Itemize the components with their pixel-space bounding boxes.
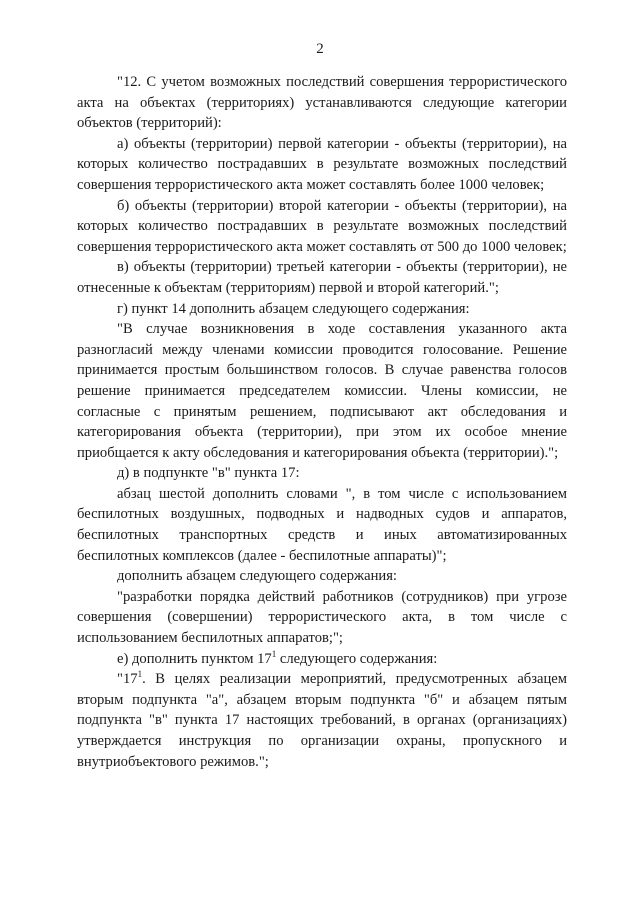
paragraph-12-intro: "12. С учетом возможных последствий совершения террористического акта на объектах (территориях) устанавливаются следующие категории объектов (территорий):	[77, 74, 567, 132]
paragraph-category-a: а) объекты (территории) первой категории - объекты (территории), на которых количество пострадавших в результате возможных последствий совершения террористического акта может составлять более 1000 человек;	[77, 135, 567, 193]
paragraph-add-abzac: дополнить абзацем следующего содержания:	[117, 568, 397, 585]
page-number: 2	[316, 41, 324, 57]
paragraph-e-text-before: е) дополнить пунктом 17	[117, 650, 272, 667]
paragraph-17-1-superscript: 1	[137, 669, 143, 680]
paragraph-e-superscript: 1	[271, 648, 277, 659]
paragraph-procedure: "разработки порядка действий работников (сотрудников) при угрозе совершения (совершении) террористического акта, в том числе с использованием беспилотных аппаратов;";	[77, 588, 567, 647]
paragraph-17-1-text-before: "17	[117, 671, 138, 688]
paragraph-e	[77, 649, 567, 670]
paragraph-category-c: в) объекты (территории) третьей категории - объекты (территории), не отнесенные к объектам (территориям) первой и второй категорий.";	[77, 259, 567, 296]
paragraph-category-b: б) объекты (территории) второй категории - объекты (территории), на которых количество пострадавших в результате возможных последствий совершения террористического акта может составлять от 500 до 1000 человек;	[77, 197, 567, 255]
paragraph-voting: "В случае возникновения в ходе составления указанного акта разногласий между членами комиссии проводится голосование. Решение принимается простым большинством голосов. В случае равенства голосов решение принимается председателем комиссии. Члены комиссии, не согласные с принятым решением, подписывают акт обследования и категорирования объекта (территории), при этом их особое мнение приобщается к акту обследования и категорирования объекта (территории).";	[77, 321, 567, 461]
paragraph-g: г) пункт 14 дополнить абзацем следующего содержания:	[117, 300, 470, 317]
paragraph-d: д) в подпункте "в" пункта 17:	[117, 465, 300, 482]
paragraph-e-text-after: следующего содержания:	[276, 650, 438, 667]
paragraph-sixth-abzac: абзац шестой дополнить словами ", в том числе с использованием беспилотных воздушных, подводных и надводных судов и аппаратов, беспилотных транспортных средств и иных автоматизированных беспилотных комплексов (далее - беспилотные аппараты)";	[77, 485, 567, 564]
paragraph-17-1-text-after: . В целях реализации мероприятий, предусмотренных абзацем вторым подпункта "а", абзацем вторым подпункта "б" и абзацем пятым подпункта "в" пункта 17 настоящих требований, в органах (организациях) утверждается инструкция по организации охраны, пропускного и внутриобъектового режимов.";	[77, 671, 567, 770]
document-body	[77, 72, 567, 772]
paragraph-17-1	[77, 669, 567, 772]
